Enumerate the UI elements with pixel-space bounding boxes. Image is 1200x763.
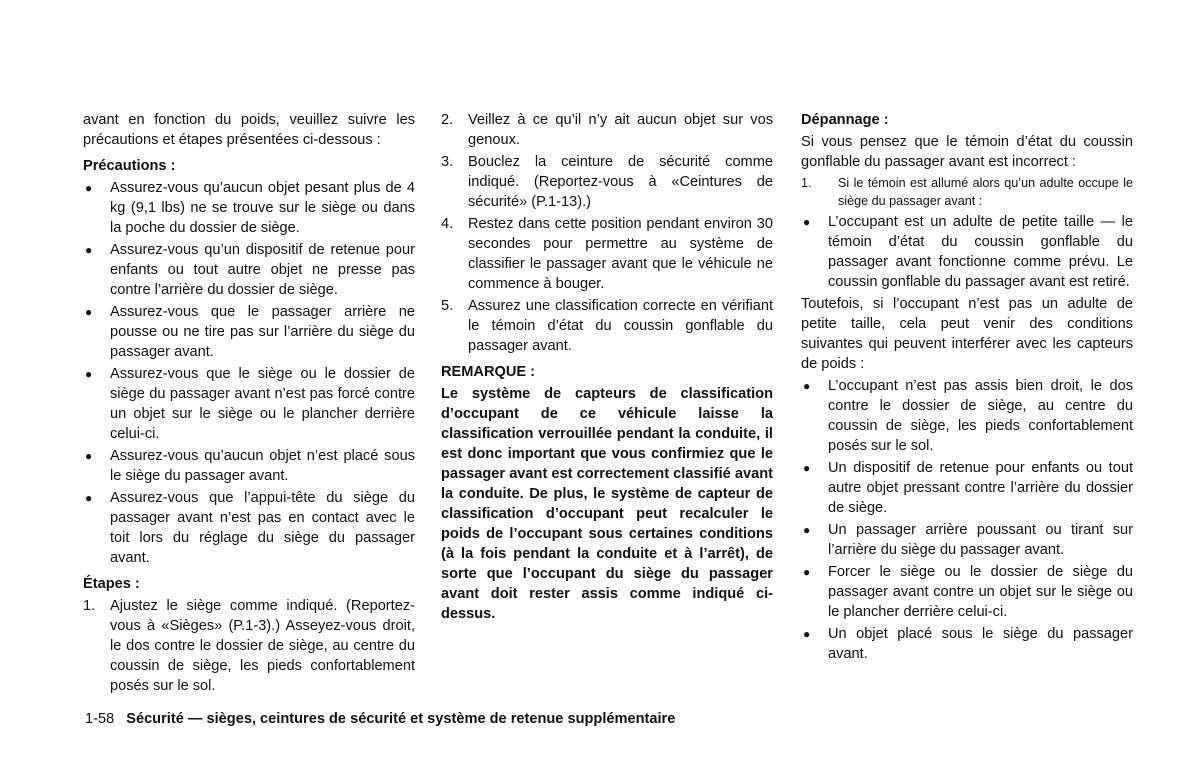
list-item-text: Un dispositif de retenue pour enfants ou tout autre objet pressant contre l’arrière du dossier de siège.: [828, 460, 1133, 516]
troubleshooting-list: [801, 174, 1133, 210]
column-left: [83, 110, 415, 696]
steps-list-continued: [441, 110, 773, 356]
list-item-text: Forcer le siège ou le dossier de siège du passager avant contre un objet sur le siège ou le plancher derrière celui-ci.: [828, 564, 1133, 620]
chapter-title: Sécurité — sièges, ceintures de sécurité et système de retenue supplémentaire: [126, 711, 676, 727]
troubleshooting-heading: Dépannage :: [801, 112, 889, 128]
page-number: 1-58: [85, 711, 115, 727]
precautions-heading: Précautions :: [83, 158, 176, 174]
note-text: Le système de capteurs de classification d’occupant de ce véhicule laisse la classification verrouillée pendant la conduite, il est donc important que vous confirmiez que le passager avant est correctement classifié avant la conduite. De plus, le système de capteur de classification d’occupant peut recalculer le poids de l’occupant sous certaines conditions (à la fois pendant la conduite et à l’arrêt), de sorte que l’occupant du siège du passager avant doit rester assis comme indiqué ci-dessus.: [441, 386, 773, 622]
list-item: [83, 240, 415, 300]
step-number: 2.: [441, 112, 454, 128]
list-item: [83, 364, 415, 444]
list-item: [83, 302, 415, 362]
troubleshooting-item: [801, 174, 1133, 210]
item-text: Si le témoin est allumé alors qu’un adulte occupe le siège du passager avant :: [838, 176, 1133, 208]
however-paragraph: Toutefois, si l’occupant n’est pas un adulte de petite taille, cela peut venir des conditions suivantes qui peuvent interférer avec les capteurs de poids :: [801, 296, 1133, 372]
bullet-icon: ●: [803, 523, 811, 537]
list-item-text: Assurez-vous que le passager arrière ne pousse ou ne tire pas sur l’arrière du siège du passager avant.: [110, 304, 415, 360]
list-item-text: Un objet placé sous le siège du passager avant.: [828, 626, 1133, 662]
precautions-list: [83, 178, 415, 568]
step-number: 3.: [441, 154, 454, 170]
list-item: [83, 488, 415, 568]
list-item-text: Assurez-vous qu’aucun objet pesant plus de 4 kg (9,1 lbs) ne se trouve sur le siège ou dans la poche du dossier de siège.: [110, 180, 415, 236]
list-item-text: L’occupant n’est pas assis bien droit, le dos contre le dossier de siège, au centre du coussin de siège, les pieds confortablement posés sur le sol.: [828, 378, 1133, 454]
list-item-text: Un passager arrière poussant ou tirant sur l’arrière du siège du passager avant.: [828, 522, 1133, 558]
bullet-icon: ●: [803, 379, 811, 393]
bullet-icon: ●: [803, 215, 811, 229]
step-number: 5.: [441, 298, 454, 314]
bullet-icon: ●: [85, 243, 93, 257]
list-item: [83, 178, 415, 238]
step-number: 4.: [441, 216, 454, 232]
item-number: 1.: [801, 176, 812, 190]
step-item: [441, 152, 773, 212]
list-item-text: Assurez-vous qu’aucun objet n’est placé sous le siège du passager avant.: [110, 448, 415, 484]
step-text: Ajustez le siège comme indiqué. (Reportez-vous à «Sièges» (P.1-3).) Asseyez-vous droit, le dos contre le dossier de siège, au centre du coussin de siège, les pieds confortablement posés sur le sol.: [110, 598, 415, 694]
note-heading: REMARQUE :: [441, 364, 536, 380]
step-text: Bouclez la ceinture de sécurité comme indiqué. (Reportez-vous à «Ceintures de sécurité» (P.1-13).): [468, 154, 773, 210]
list-item-text: L’occupant est un adulte de petite taille — le témoin d’état du coussin gonflable du passager avant fonctionne comme prévu. Le coussin gonflable du passager avant est retiré.: [828, 214, 1133, 290]
step-item: [441, 214, 773, 294]
step-number: 1.: [83, 598, 96, 614]
list-item: [801, 562, 1133, 622]
step-text: Assurez une classification correcte en vérifiant le témoin d’état du coussin gonflable du passager avant.: [468, 298, 773, 354]
bullet-icon: ●: [85, 449, 93, 463]
step-item: [441, 110, 773, 150]
list-item: [801, 212, 1133, 292]
page-footer: [85, 709, 675, 729]
bullet-icon: ●: [803, 461, 811, 475]
bullet-icon: ●: [85, 367, 93, 381]
step-text: Veillez à ce qu’il n’y ait aucun objet sur vos genoux.: [468, 112, 773, 148]
bullet-icon: ●: [803, 565, 811, 579]
step-text: Restez dans cette position pendant environ 30 secondes pour permettre au système de classifier le passager avant que le véhicule ne commence à bouger.: [468, 216, 773, 292]
list-item-text: Assurez-vous que le siège ou le dossier de siège du passager avant n’est pas forcé contre un objet sur le siège ou le plancher derrière celui-ci.: [110, 366, 415, 442]
bullet-icon: ●: [85, 181, 93, 195]
column-middle: [441, 110, 773, 624]
list-item: [83, 446, 415, 486]
list-item-text: Assurez-vous qu’un dispositif de retenue pour enfants ou tout autre objet ne presse pas contre l’arrière du dossier de siège.: [110, 242, 415, 298]
steps-list: [83, 596, 415, 696]
list-item: [801, 376, 1133, 456]
bullet-icon: ●: [85, 305, 93, 319]
steps-heading: Étapes :: [83, 576, 140, 592]
list-item: [801, 624, 1133, 664]
list-item: [801, 520, 1133, 560]
step-item: [441, 296, 773, 356]
step-item: [83, 596, 415, 696]
bullet-icon: ●: [85, 491, 93, 505]
list-item-text: Assurez-vous que l’appui-tête du siège du passager avant n’est pas en contact avec le toit lors du réglage du siège du passager avant.: [110, 490, 415, 566]
list-item: [801, 458, 1133, 518]
column-right: [801, 110, 1133, 664]
bullet-icon: ●: [803, 627, 811, 641]
diagnosis-list: [801, 212, 1133, 292]
troubleshooting-intro: Si vous pensez que le témoin d’état du coussin gonflable du passager avant est incorrect :: [801, 134, 1133, 170]
conditions-list: [801, 376, 1133, 664]
intro-paragraph: avant en fonction du poids, veuillez suivre les précautions et étapes présentées ci-dessous :: [83, 112, 415, 148]
